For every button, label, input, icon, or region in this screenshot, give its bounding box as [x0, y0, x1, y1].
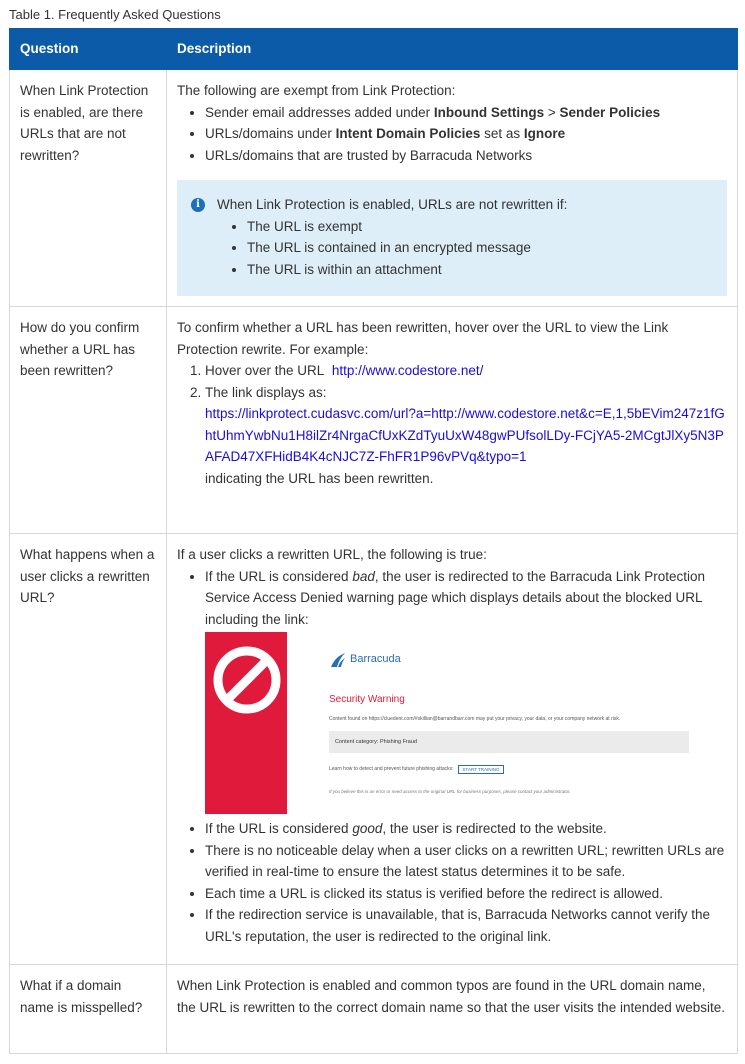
exempt-list: [177, 102, 727, 167]
warning-page-screenshot: [205, 632, 689, 814]
list-item: • The URL is exempt: [247, 216, 715, 238]
list-item: • If the URL is considered good, the user is redirected to the website.: [205, 818, 727, 840]
row-intro: The following are exempt from Link Protection:: [177, 83, 456, 98]
steps-list: [177, 360, 727, 489]
description-cell: [167, 70, 738, 307]
description-cell: [167, 534, 738, 965]
table-caption: Table 1. Frequently Asked Questions: [9, 7, 221, 22]
list-item: • Each time a URL is clicked its status is verified before the redirect is allowed.: [205, 883, 727, 905]
list-item: • If the redirection service is unavailable, that is, Barracuda Networks cannot verify the URL's reputation, the user is redirected to the original link.: [205, 904, 727, 947]
list-item: • URLs/domains under Intent Domain Policies set as Ignore: [205, 123, 727, 145]
description-cell: When Link Protection is enabled and common typos are found in the URL domain name, the URL is rewritten to the correct domain name so that the user visits the intended website.: [167, 965, 738, 1054]
rewritten-url[interactable]: https://linkprotect.cudasvc.com/url?a=http://www.codestore.net&c=E,1,5bEVim247z1fGhtUhmYwbNu1H8ilZr4NrgaCfUxKZdTyuUxW48gwPUfsolLDy-FCjYA5-2MCgtJlXy5N3PAFAD47XFHidB4K4cNJC7Z-FhFR1P96vPVq&typo=1: [205, 406, 725, 464]
learn-text: Learn how to detect and prevent future phishing attacks:: [329, 766, 454, 772]
warning-footnote: If you believe this is an error or need access to the original URL for business purposes, please contact your administrator.: [329, 789, 571, 794]
header-description: Description: [167, 29, 738, 70]
row-intro: If a user clicks a rewritten URL, the following is true:: [177, 547, 487, 562]
brand-name: Barracuda: [350, 653, 401, 666]
warning-line: Content found on https://cluedent.com/#skillian@barrandbarr.com may put your privacy, your data, or your company network at risk.: [329, 716, 621, 722]
row-intro: To confirm whether a URL has been rewritten, hover over the URL to view the Link Protection rewrite. For example:: [177, 320, 669, 357]
security-warning-title: Security Warning: [329, 694, 405, 705]
faq-table: [9, 28, 738, 1054]
list-item: • The URL is contained in an encrypted message: [247, 237, 715, 259]
list-item: • Sender email addresses added under Inbound Settings > Sender Policies: [205, 102, 727, 124]
table-row: [10, 534, 738, 965]
click-list: [177, 566, 727, 948]
start-training-button[interactable]: START TRAINING: [458, 765, 505, 774]
question-cell: How do you confirm whether a URL has been rewritten?: [10, 307, 167, 534]
note-text: When Link Protection is enabled, URLs are not rewritten if:: [217, 197, 568, 212]
list-item: • The URL is within an attachment: [247, 259, 715, 281]
table-header-row: [10, 29, 738, 70]
info-icon: i: [191, 198, 205, 212]
question-cell: What happens when a user clicks a rewritten URL?: [10, 534, 167, 965]
description-cell: [167, 307, 738, 534]
warning-red-panel: [205, 632, 287, 814]
table-row: [10, 965, 738, 1054]
header-question: Question: [10, 29, 167, 70]
question-cell: What if a domain name is misspelled?: [10, 965, 167, 1054]
list-item: • If the URL is considered bad, the user is redirected to the Barracuda Link Protection Service Access Denied warning page which displays details about the blocked URL including the link: Barracuda Security Warning Content found on https://cluedent.com/#skillian@barrandbarr.com may put your privacy, your data, or your company network at risk. Content category: Phishing Fraud Learn how to detect and prevent future phishing attacks: START TRAINING If you believe this is an error or need access to the original URL for business purposes, please contact your administrator.: [205, 566, 727, 815]
content-category: Content category: Phishing Fraud: [329, 731, 689, 753]
list-item: • URLs/domains that are trusted by Barracuda Networks: [205, 145, 727, 167]
table-row: [10, 307, 738, 534]
list-item: 2. The link displays as: https://linkprotect.cudasvc.com/url?a=http://www.codestore.net&c=E,1,5bEVim247z1fGhtUhmYwbNu1H8ilZr4NrgaCfUxKZdTyuUxW48gwPUfsolLDy-FCjYA5-2MCgtJlXy5N3PAFAD47XFHidB4K4cNJC7Z-FhFR1P96vPVq&typo=1 indicating the URL has been rewritten.: [205, 382, 727, 490]
question-cell: When Link Protection is enabled, are there URLs that are not rewritten?: [10, 70, 167, 307]
blocked-icon: [211, 644, 283, 716]
warning-content: [287, 632, 689, 814]
codestore-link[interactable]: http://www.codestore.net/: [331, 363, 484, 378]
list-item: 1. Hover over the URL http://www.codestore.net/: [205, 360, 727, 382]
list-item: • There is no noticeable delay when a user clicks on a rewritten URL; rewritten URLs are verified in real-time to ensure the latest status determines it to be safe.: [205, 840, 727, 883]
barracuda-logo-icon: [329, 651, 347, 669]
info-note: [177, 180, 727, 296]
table-row: [10, 70, 738, 307]
note-list: [191, 216, 715, 281]
